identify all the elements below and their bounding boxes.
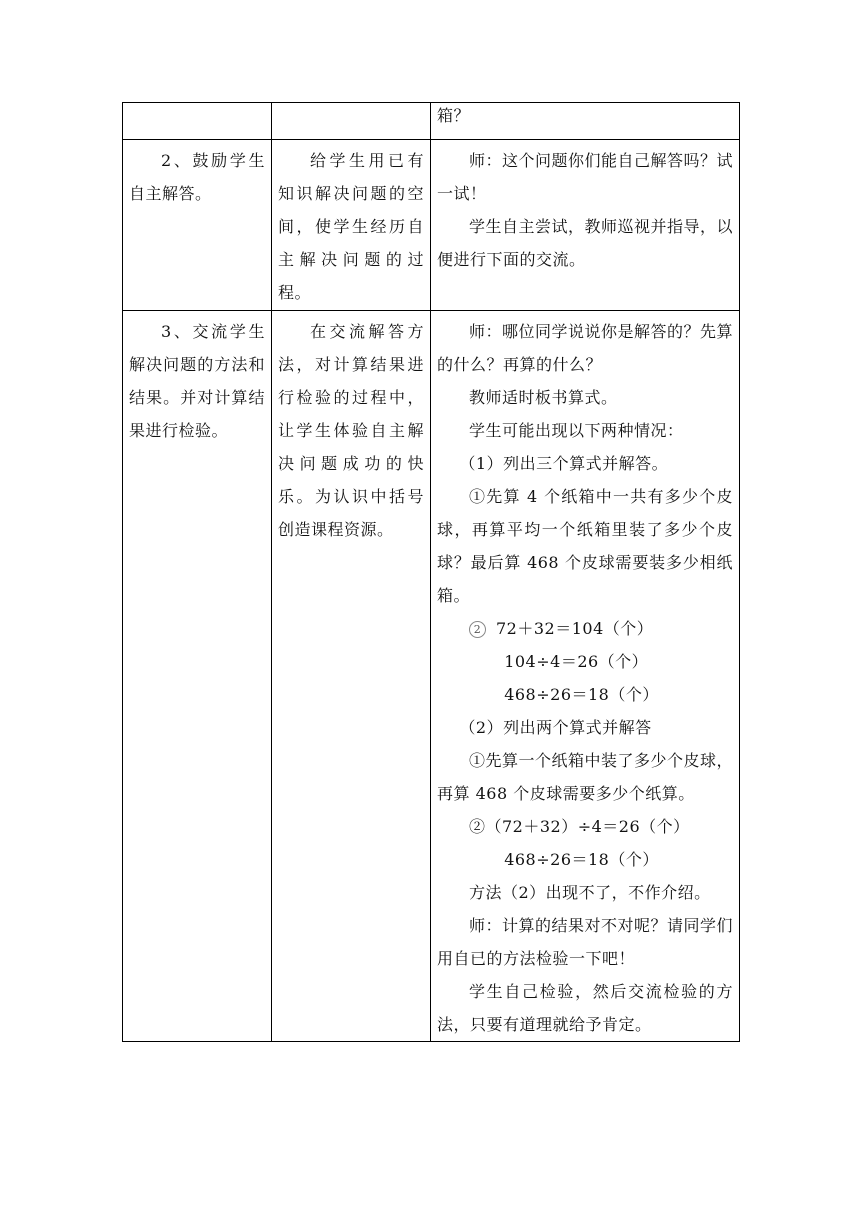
table-cell-intent <box>272 103 431 140</box>
activity-paragraph: 师：这个问题你们能自己解答吗？试一试！ <box>437 151 734 203</box>
equation-line: 468÷26＝18（个） <box>504 850 659 869</box>
table-cell-activity <box>431 103 740 140</box>
equation-text: 72＋32＝104（个） <box>496 619 654 638</box>
circled-number-icon: 2 <box>469 621 486 638</box>
step-text: 3、交流学生解决问题的方法和结果。并对计算结果进行检验。 <box>129 322 265 440</box>
activity-paragraph: 学生自己检验，然后交流检验的方法，只要有道理就给予肯定。 <box>437 982 733 1034</box>
activity-paragraph: 师：计算的结果对不对呢？请同学们用自已的方法检验一下吧！ <box>437 916 734 968</box>
activity-paragraph: 教师适时板书算式。 <box>469 388 618 407</box>
table-cell-intent <box>272 140 431 311</box>
activity-paragraph: 学生自主尝试，教师巡视并指导，以便进行下面的交流。 <box>437 217 734 269</box>
table-cell-step <box>123 103 272 140</box>
activity-paragraph: ①先算一个纸箱中装了多少个皮球，再算 468 个皮球需要多少个纸算。 <box>437 751 734 803</box>
activity-paragraph: 师：哪位同学说说你是解答的？先算的什么？再算的什么？ <box>437 322 734 374</box>
table-cell-activity <box>431 140 740 311</box>
equation-line <box>437 612 733 645</box>
activity-paragraph: （2）列出两个算式并解答 <box>459 718 652 737</box>
table-cell-activity <box>431 311 740 1042</box>
step-text: 2、鼓励学生自主解答。 <box>129 151 265 203</box>
table-row <box>123 103 740 140</box>
table-cell-intent <box>272 311 431 1042</box>
continued-text: 箱？ <box>437 106 471 125</box>
table-cell-step <box>123 311 272 1042</box>
activity-paragraph: 学生可能出现以下两种情况： <box>469 421 684 440</box>
table-cell-step <box>123 140 272 311</box>
equation-line: 104÷4＝26（个） <box>504 652 649 671</box>
equation-line: ②（72＋32）÷4＝26（个） <box>469 817 690 836</box>
intent-text: 在交流解答方法，对计算结果进行检验的过程中，让学生体验自主解决问题成功的快乐。为认识中括号创造课程资源。 <box>278 322 424 539</box>
lesson-plan-table <box>122 102 740 1042</box>
activity-paragraph: （1）列出三个算式并解答。 <box>459 454 669 473</box>
equation-line: 468÷26＝18（个） <box>504 685 659 704</box>
activity-paragraph: ①先算 4 个纸箱中一共有多少个皮球，再算平均一个纸箱里装了多少个皮球？最后算 468 个皮球需要装多少相纸箱。 <box>437 487 733 605</box>
activity-paragraph: 方法（2）出现不了，不作介绍。 <box>469 883 711 902</box>
intent-text: 给学生用已有知识解决问题的空间，使学生经历自主解决问题的过程。 <box>278 151 424 302</box>
table-row <box>123 311 740 1042</box>
table-row <box>123 140 740 311</box>
